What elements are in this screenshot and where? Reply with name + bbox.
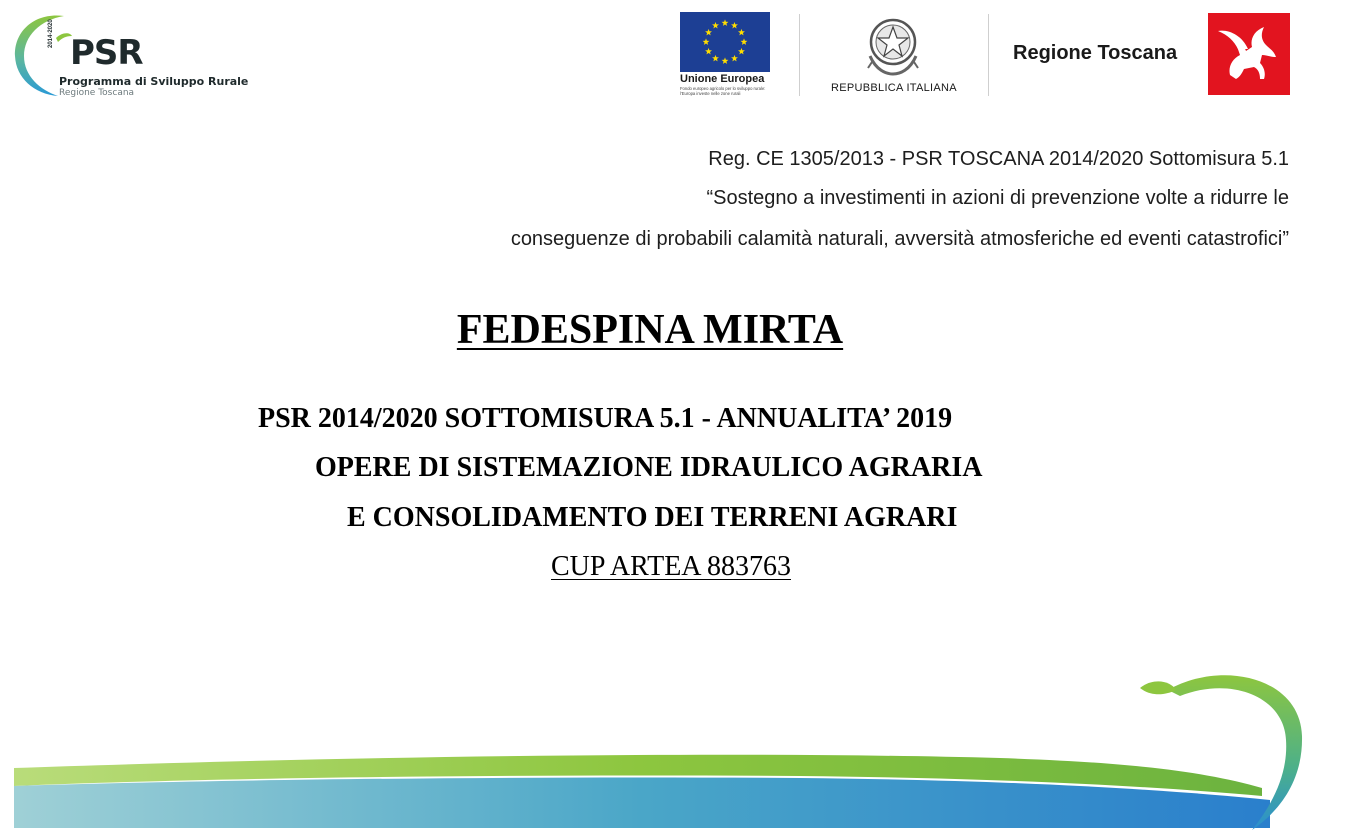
eu-star-icon (731, 22, 738, 29)
psr-subtitle: Programma di Sviluppo Rurale (59, 75, 249, 88)
eu-note (680, 86, 765, 96)
psr-years: 2014-2020 (48, 19, 54, 48)
eu-star-icon (738, 29, 745, 36)
psr-title: PSR (70, 33, 143, 73)
measure-description-line1: “Sostegno a investimenti in azioni di prevenzione volte a ridurre le (706, 187, 1289, 209)
eu-flag-icon (680, 12, 770, 72)
eu-star-icon (712, 55, 719, 62)
eu-note-line1: Fondo europeo agricolo per lo sviluppo rurale: (680, 86, 766, 91)
measure-title: PSR 2014/2020 SOTTOMISURA 5.1 - ANNUALITA’ 2019 (258, 403, 953, 434)
eu-logo (678, 12, 774, 98)
cup-code: CUP ARTEA 883763 (551, 551, 791, 582)
eu-star-icon (703, 38, 710, 45)
eu-note-line2: l'Europa investe nelle zone rurali (680, 91, 741, 96)
eu-star-icon (731, 55, 738, 62)
eu-star-icon (741, 38, 748, 45)
eu-star-icon (738, 48, 745, 55)
psr-logo (12, 8, 249, 100)
beneficiary-name: FEDESPINA MIRTA (456, 307, 844, 353)
measure-description-line2: conseguenze di probabili calamità naturali, avversità atmosferiche ed eventi catastrofici” (510, 228, 1289, 250)
regulation-line: Reg. CE 1305/2013 - PSR TOSCANA 2014/2020 Sottomisura 5.1 (708, 148, 1289, 170)
logo-divider (988, 14, 989, 96)
eu-star-icon (705, 48, 712, 55)
eu-label: Unione Europea (680, 73, 765, 85)
italian-emblem-icon (862, 12, 924, 78)
works-title-line1: OPERE DI SISTEMAZIONE IDRAULICO AGRARIA (315, 452, 983, 483)
eu-star-icon (722, 19, 729, 26)
psr-region: Regione Toscana (59, 88, 135, 98)
republic-label: REPUBBLICA ITALIANA (831, 82, 957, 94)
eu-star-icon (722, 57, 729, 64)
tuscany-label: Regione Toscana (1013, 42, 1178, 64)
works-title-line2: E CONSOLIDAMENTO DEI TERRENI AGRARI (347, 502, 958, 533)
eu-star-icon (712, 22, 719, 29)
logo-divider (799, 14, 800, 96)
tuscany-pegasus-icon (1208, 13, 1290, 95)
republic-logo (826, 12, 960, 98)
decorative-wave (0, 640, 1350, 836)
eu-star-icon (705, 29, 712, 36)
